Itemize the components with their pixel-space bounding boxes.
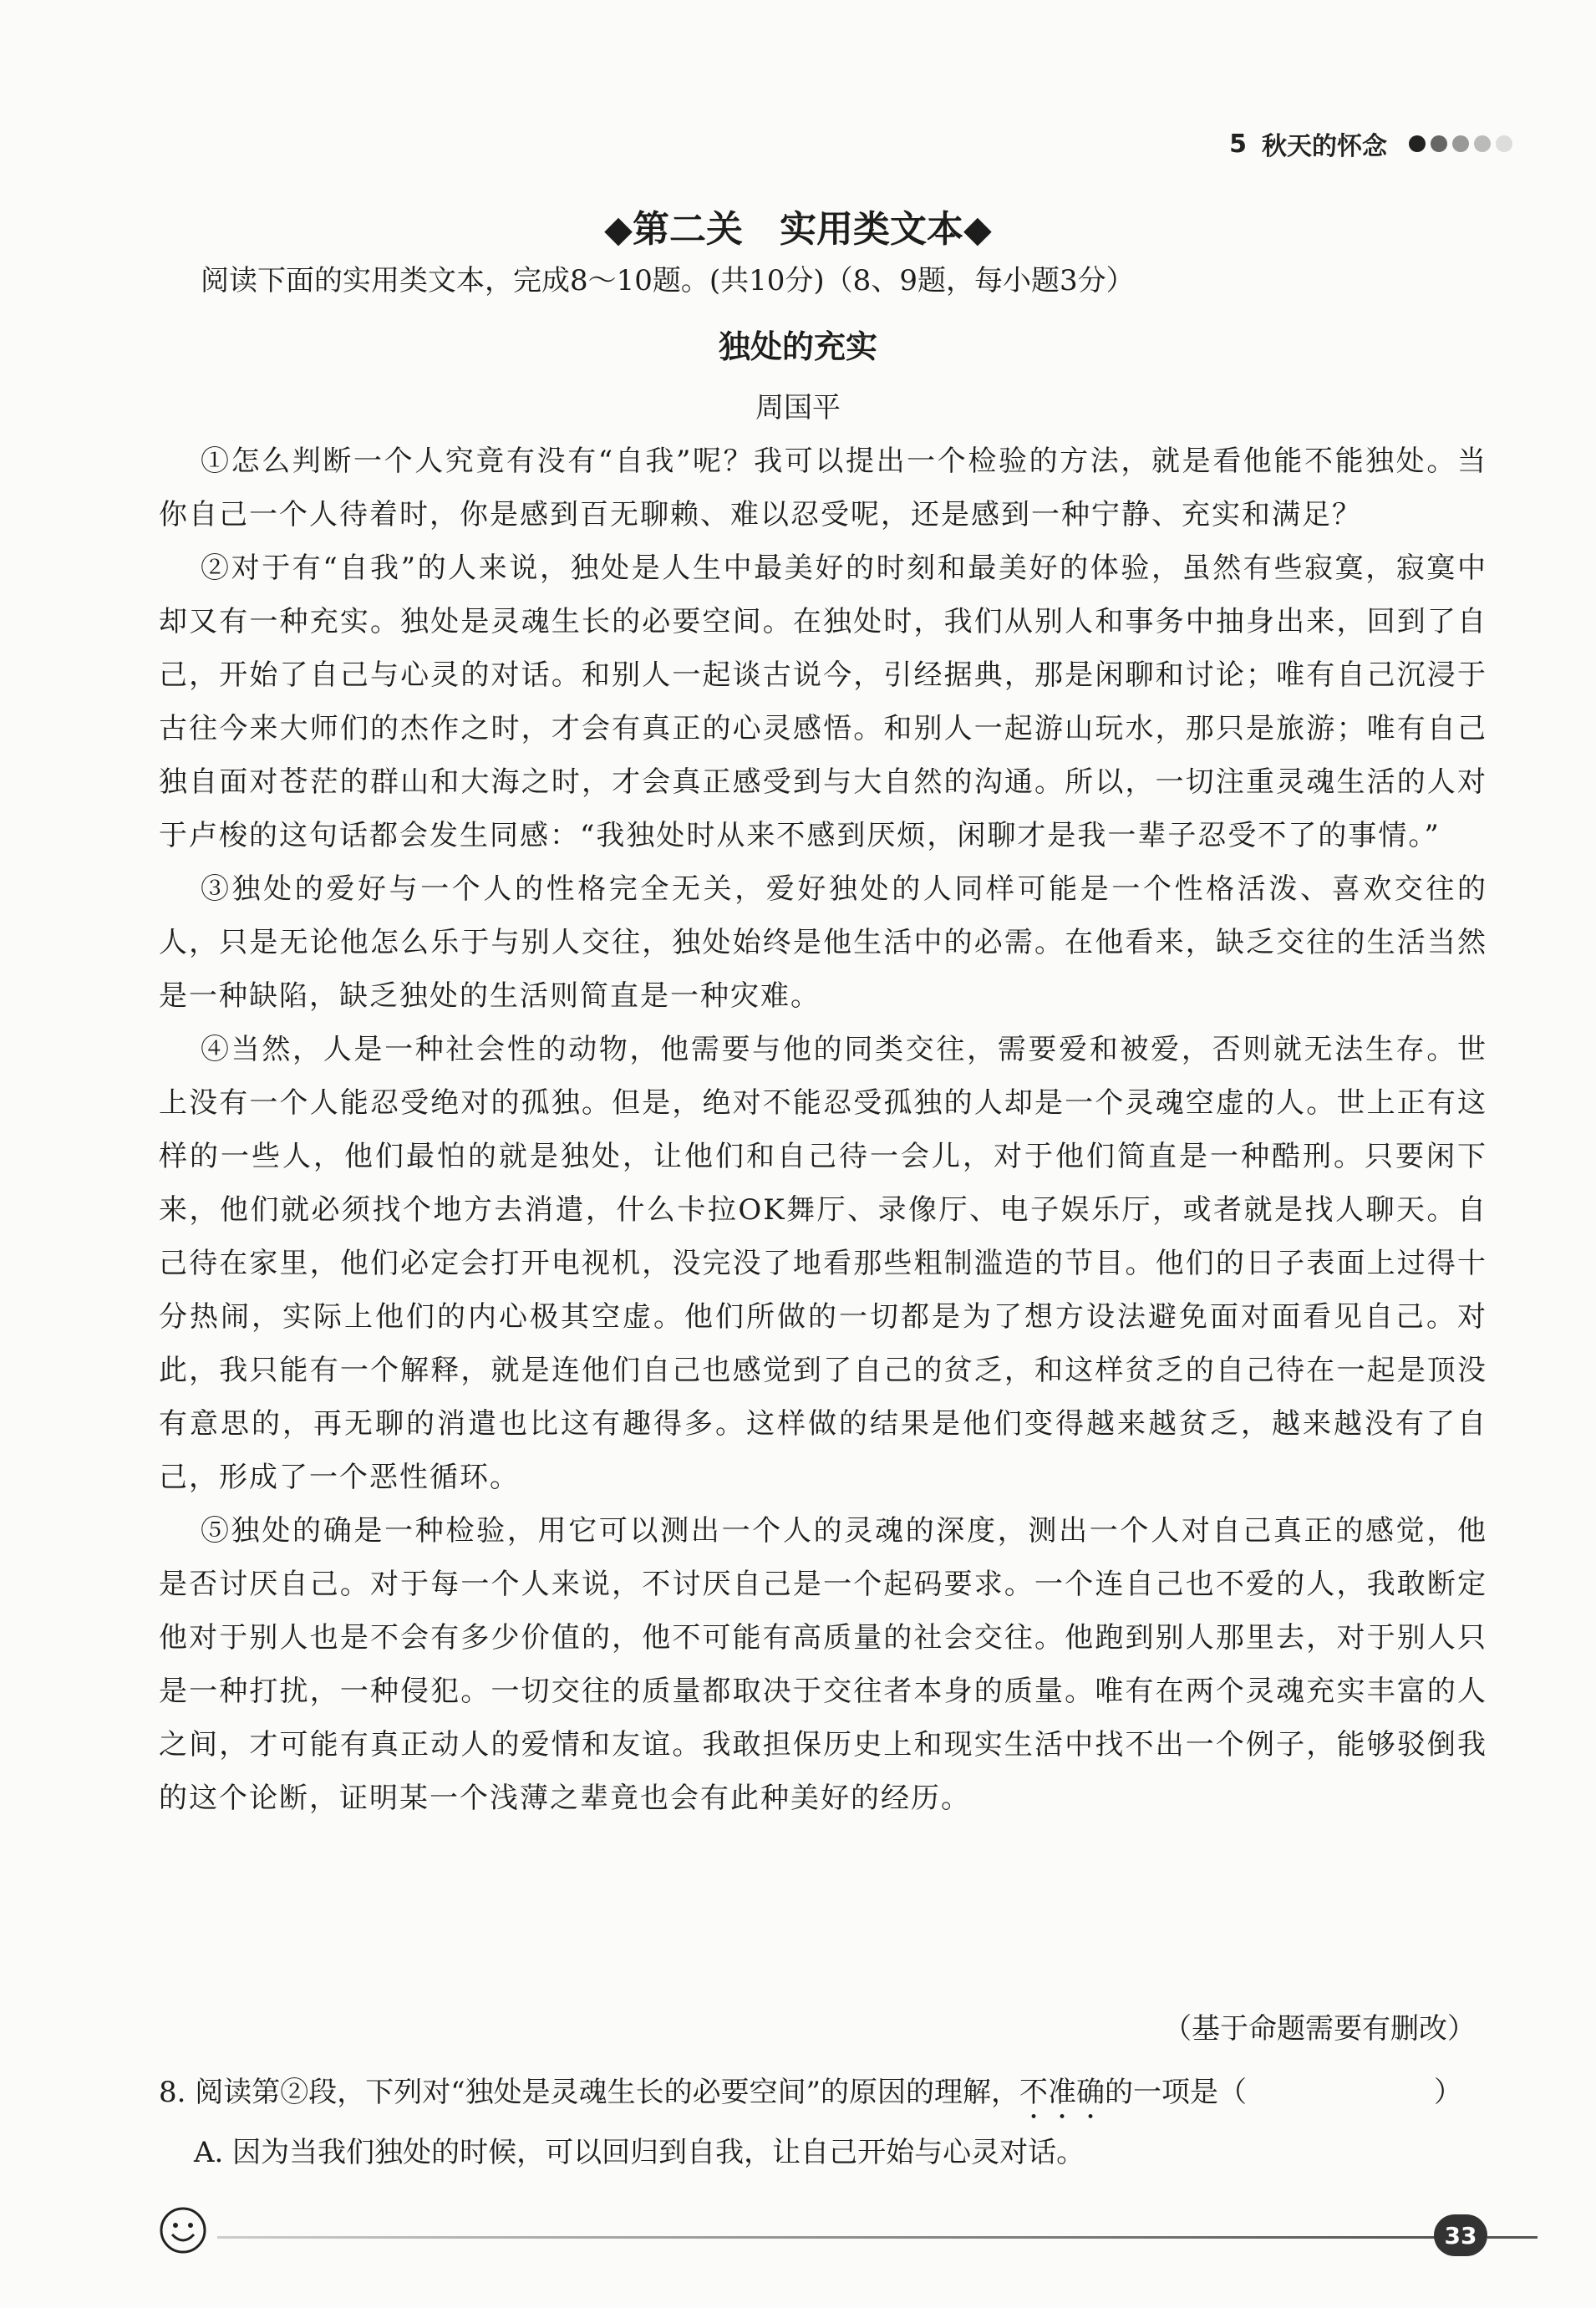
paragraph-1: ①怎么判断一个人究竟有没有“自我”呢？我可以提出一个检验的方法，就是看他能不能独处。当你自己一个人待着时，你是感到百无聊赖、难以忍受呢，还是感到一种宁静、充实和满足？ bbox=[159, 445, 1487, 531]
dot-decoration bbox=[1431, 135, 1447, 152]
paragraph-2: ②对于有“自我”的人来说，独处是人生中最美好的时刻和最美好的体验，虽然有些寂寞，寂寞中却又有一种充实。独处是灵魂生长的必要空间。在独处时，我们从别人和事务中抽身出来，回到了自己，开始了自己与心灵的对话。和别人一起谈古说今，引经据典，那是闲聊和讨论；唯有自己沉浸于古往今来大师们的杰作之时，才会有真正的心灵感悟。和别人一起游山玩水，那只是旅游；唯有自己独自面对苍茫的群山和大海之时，才会真正感受到与大自然的沟通。所以，一切注重灵魂生活的人对于卢梭的这句话都会发生同感：“我独处时从来不感到厌烦，闲聊才是我一辈子忍受不了的事情。” bbox=[159, 552, 1487, 852]
paragraph-5: ⑤独处的确是一种检验，用它可以测出一个人的灵魂的深度，测出一个人对自己真正的感觉，他是否讨厌自己。对于每一个人来说，不讨厌自己是一个起码要求。一个连自己也不爱的人，我敢断定他对于别人也是不会有多少价值的，他不可能有高质量的社会交往。他跑到别人那里去，对于别人只是一种打扰，一种侵犯。一切交往的质量都取决于交往者本身的质量。唯有在两个灵魂充实丰富的人之间，才可能有真正动人的爱情和友谊。我敢担保历史上和现实生活中找不出一个例子，能够驳倒我的这个论断，证明某一个浅薄之辈竟也会有此种美好的经历。 bbox=[159, 1514, 1487, 1815]
article-body bbox=[159, 435, 1487, 1825]
section-title: ◆第二关 实用类文本◆ bbox=[604, 208, 992, 251]
dot-decoration bbox=[1496, 135, 1512, 152]
source-note: （基于命题需要有删改） bbox=[1163, 2012, 1476, 2046]
dot-decoration bbox=[1409, 135, 1426, 152]
smiley-icon bbox=[159, 2206, 207, 2255]
emphasis-text: 不准确 bbox=[1019, 2076, 1106, 2109]
paragraph-3: ③独处的爱好与一个人的性格完全无关，爱好独处的人同样可能是一个性格活泼、喜欢交往的人，只是无论他怎么乐于与别人交往，独处始终是他生活中的必需。在他看来，缺乏交往的生活当然是一种缺陷，缺乏独处的生活则简直是一种灾难。 bbox=[159, 872, 1487, 1013]
question-8-stem: 8. 阅读第②段，下列对“独处是灵魂生长的必要空间”的原因的理解，不准确的一项是（ bbox=[159, 2076, 1248, 2109]
dot-decoration bbox=[1474, 135, 1491, 152]
footer-rule-tail bbox=[1487, 2236, 1538, 2239]
paragraph-4: ④当然，人是一种社会性的动物，他需要与他的同类交往，需要爱和被爱，否则就无法生存。世上没有一个人能忍受绝对的孤独。但是，绝对不能忍受孤独的人却是一个灵魂空虚的人。世上正有这样的一些人，他们最怕的就是独处，让他们和自己待一会儿，对于他们简直是一种酷刑。只要闲下来，他们就必须找个地方去消遣，什么卡拉OK舞厅、录像厅、电子娱乐厅，或者就是找人聊天。自己待在家里，他们必定会打开电视机，没完没了地看那些粗制滥造的节目。他们的日子表面上过得十分热闹，实际上他们的内心极其空虚。他们所做的一切都是为了想方设法避免面对面看见自己。对此，我只能有一个解释，就是连他们自己也感觉到了自己的贫乏，和这样贫乏的自己待在一起是顶没有意思的，再无聊的消遣也比这有趣得多。这样做的结果是他们变得越来越贫乏，越来越没有了自己，形成了一个恶性循环。 bbox=[159, 1033, 1487, 1494]
instruction: 阅读下面的实用类文本，完成8～10题。(共10分)（8、9题，每小题3分） bbox=[201, 264, 1135, 297]
lesson-title: 秋天的怀念 bbox=[1262, 132, 1387, 161]
lesson-number: 5 bbox=[1229, 129, 1247, 159]
question-8-option-a: A. 因为当我们独处的时候，可以回归到自我，让自己开始与心灵对话。 bbox=[194, 2136, 1085, 2169]
page-header bbox=[1229, 125, 1512, 162]
question-8 bbox=[159, 2069, 1462, 2126]
header-dots bbox=[1409, 135, 1512, 152]
footer-rule bbox=[217, 2236, 1437, 2239]
dot-decoration bbox=[1452, 135, 1469, 152]
article-title: 独处的充实 bbox=[718, 328, 877, 365]
answer-paren-close: ） bbox=[1434, 2076, 1462, 2109]
article-author: 周国平 bbox=[755, 391, 841, 424]
page-number: 33 bbox=[1434, 2214, 1487, 2256]
